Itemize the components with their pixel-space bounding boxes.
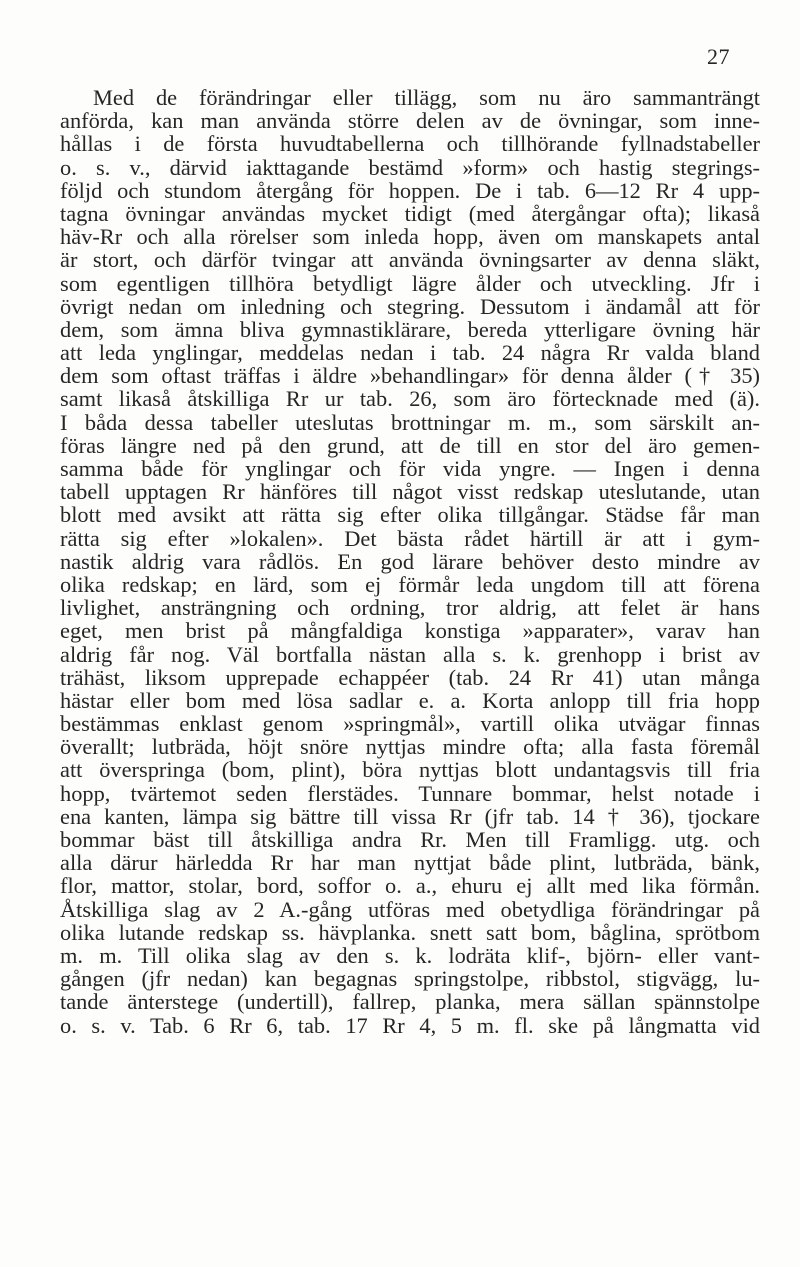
text-line: att leda ynglingar, meddelas nedan i tab. 24 några Rr valda bland (60, 340, 760, 366)
text-line: bestämmas enklast genom »springmål», vartill olika utvägar finnas (60, 711, 760, 737)
text-line: hållas i de första huvudtabellerna och tillhörande fyllnadstabeller (60, 131, 760, 157)
text-line: dem, som ämna bliva gymnastiklärare, bereda ytterligare övning här (60, 316, 760, 342)
text-line: dem som oftast träffas i äldre »behandlingar» för denna ålder († 35) (60, 363, 760, 389)
text-line: m. m. Till olika slag av den s. k. lodräta klif-, björn- eller vant- (60, 942, 760, 968)
text-line: är stort, och därför tvingar att använda övningsarter av denna släkt, (60, 247, 760, 273)
text-line: o. s. v., därvid iakttagande bestämd »form» och hastig stegrings- (60, 154, 760, 180)
text-line: anförda, kan man använda större delen av de övningar, som inne- (60, 108, 760, 134)
text-line: I båda dessa tabeller uteslutas brottningar m. m., som särskilt an- (60, 409, 760, 435)
text-line: gången (jfr nedan) kan begagnas springstolpe, ribbstol, stigvägg, lu- (60, 966, 760, 992)
text-line: häv-Rr och alla rörelser som inleda hopp, även om manskapets antal (60, 224, 760, 250)
text-line: olika lutande redskap ss. hävplanka. snett satt bom, båglina, sprötbom (60, 919, 760, 945)
text-line: Med de förändringar eller tillägg, som nu äro sammanträngt (93, 85, 760, 110)
text-line: som egentligen tillhöra betydligt lägre ålder och utveckling. Jfr i (60, 270, 760, 296)
text-line: aldrig får nog. Väl bortfalla nästan alla s. k. grenhopp i brist av (60, 641, 760, 667)
text-line: ena kanten, lämpa sig bättre till vissa Rr (jfr tab. 14 † 36), tjockare (60, 803, 760, 829)
text-line: bommar bäst till åtskilliga andra Rr. Men till Framligg. utg. och (60, 827, 760, 852)
text-line: blott med avsikt att rätta sig efter olika tillgångar. Städse får man (60, 502, 760, 528)
text-line: rätta sig efter »lokalen». Det bästa rådet härtill är att i gym- (60, 525, 760, 551)
page-number: 27 (707, 44, 730, 69)
text-line: hästar eller bom med lösa sadlar e. a. Korta anlopp till fria hopp (60, 687, 760, 713)
text-line: tagna övningar användas mycket tidigt (med återgångar ofta); likaså (60, 200, 760, 226)
text-line: följd och stundom återgång för hoppen. De i tab. 6—12 Rr 4 upp- (60, 177, 760, 203)
text-line: alla därur härledda Rr har man nyttjat både plint, lutbräda, bänk, (60, 850, 760, 876)
text-line: hopp, tvärtemot seden flerstädes. Tunnare bommar, helst notade i (60, 780, 760, 806)
text-line: föras längre ned på den grund, att de till en stor del äro gemen- (60, 432, 760, 458)
body-paragraph (60, 86, 760, 1037)
text-line: o. s. v. Tab. 6 Rr 6, tab. 17 Rr 4, 5 m. fl. ske på långmatta vid (60, 1012, 760, 1038)
text-line: eget, men brist på mångfaldiga konstiga »apparater», varav han (60, 618, 760, 644)
text-line: flor, mattor, stolar, bord, soffor o. a., ehuru ej allt med lika förmån. (60, 873, 760, 899)
text-line: att överspringa (bom, plint), böra nyttjas blott undantagsvis till fria (60, 757, 760, 783)
text-line: samma både för ynglingar och för vida yngre. — Ingen i denna (60, 456, 760, 481)
text-line: tabell upptagen Rr hänföres till något visst redskap uteslutande, utan (60, 479, 760, 505)
text-line: övrigt nedan om inledning och stegring. Dessutom i ändamål att för (60, 293, 760, 319)
text-line: tande änterstege (undertill), fallrep, planka, mera sällan spännstolpe (60, 989, 760, 1015)
text-line: Åtskilliga slag av 2 A.-gång utföras med obetydliga förändringar på (60, 896, 760, 922)
text-line: olika redskap; en lärd, som ej förmår leda ungdom till att förena (60, 571, 760, 597)
text-line: livlighet, ansträngning och ordning, tror aldrig, att felet är hans (60, 595, 760, 621)
text-line: trähäst, liksom upprepade echappéer (tab. 24 Rr 41) utan många (60, 664, 760, 690)
text-line: nastik aldrig vara rådlös. En god lärare behöver desto mindre av (60, 548, 760, 574)
text-line: överallt; lutbräda, höjt snöre nyttjas mindre ofta; alla fasta föremål (60, 734, 760, 760)
text-line: samt likaså åtskilliga Rr ur tab. 26, som äro förtecknade med (ä). (60, 386, 760, 412)
